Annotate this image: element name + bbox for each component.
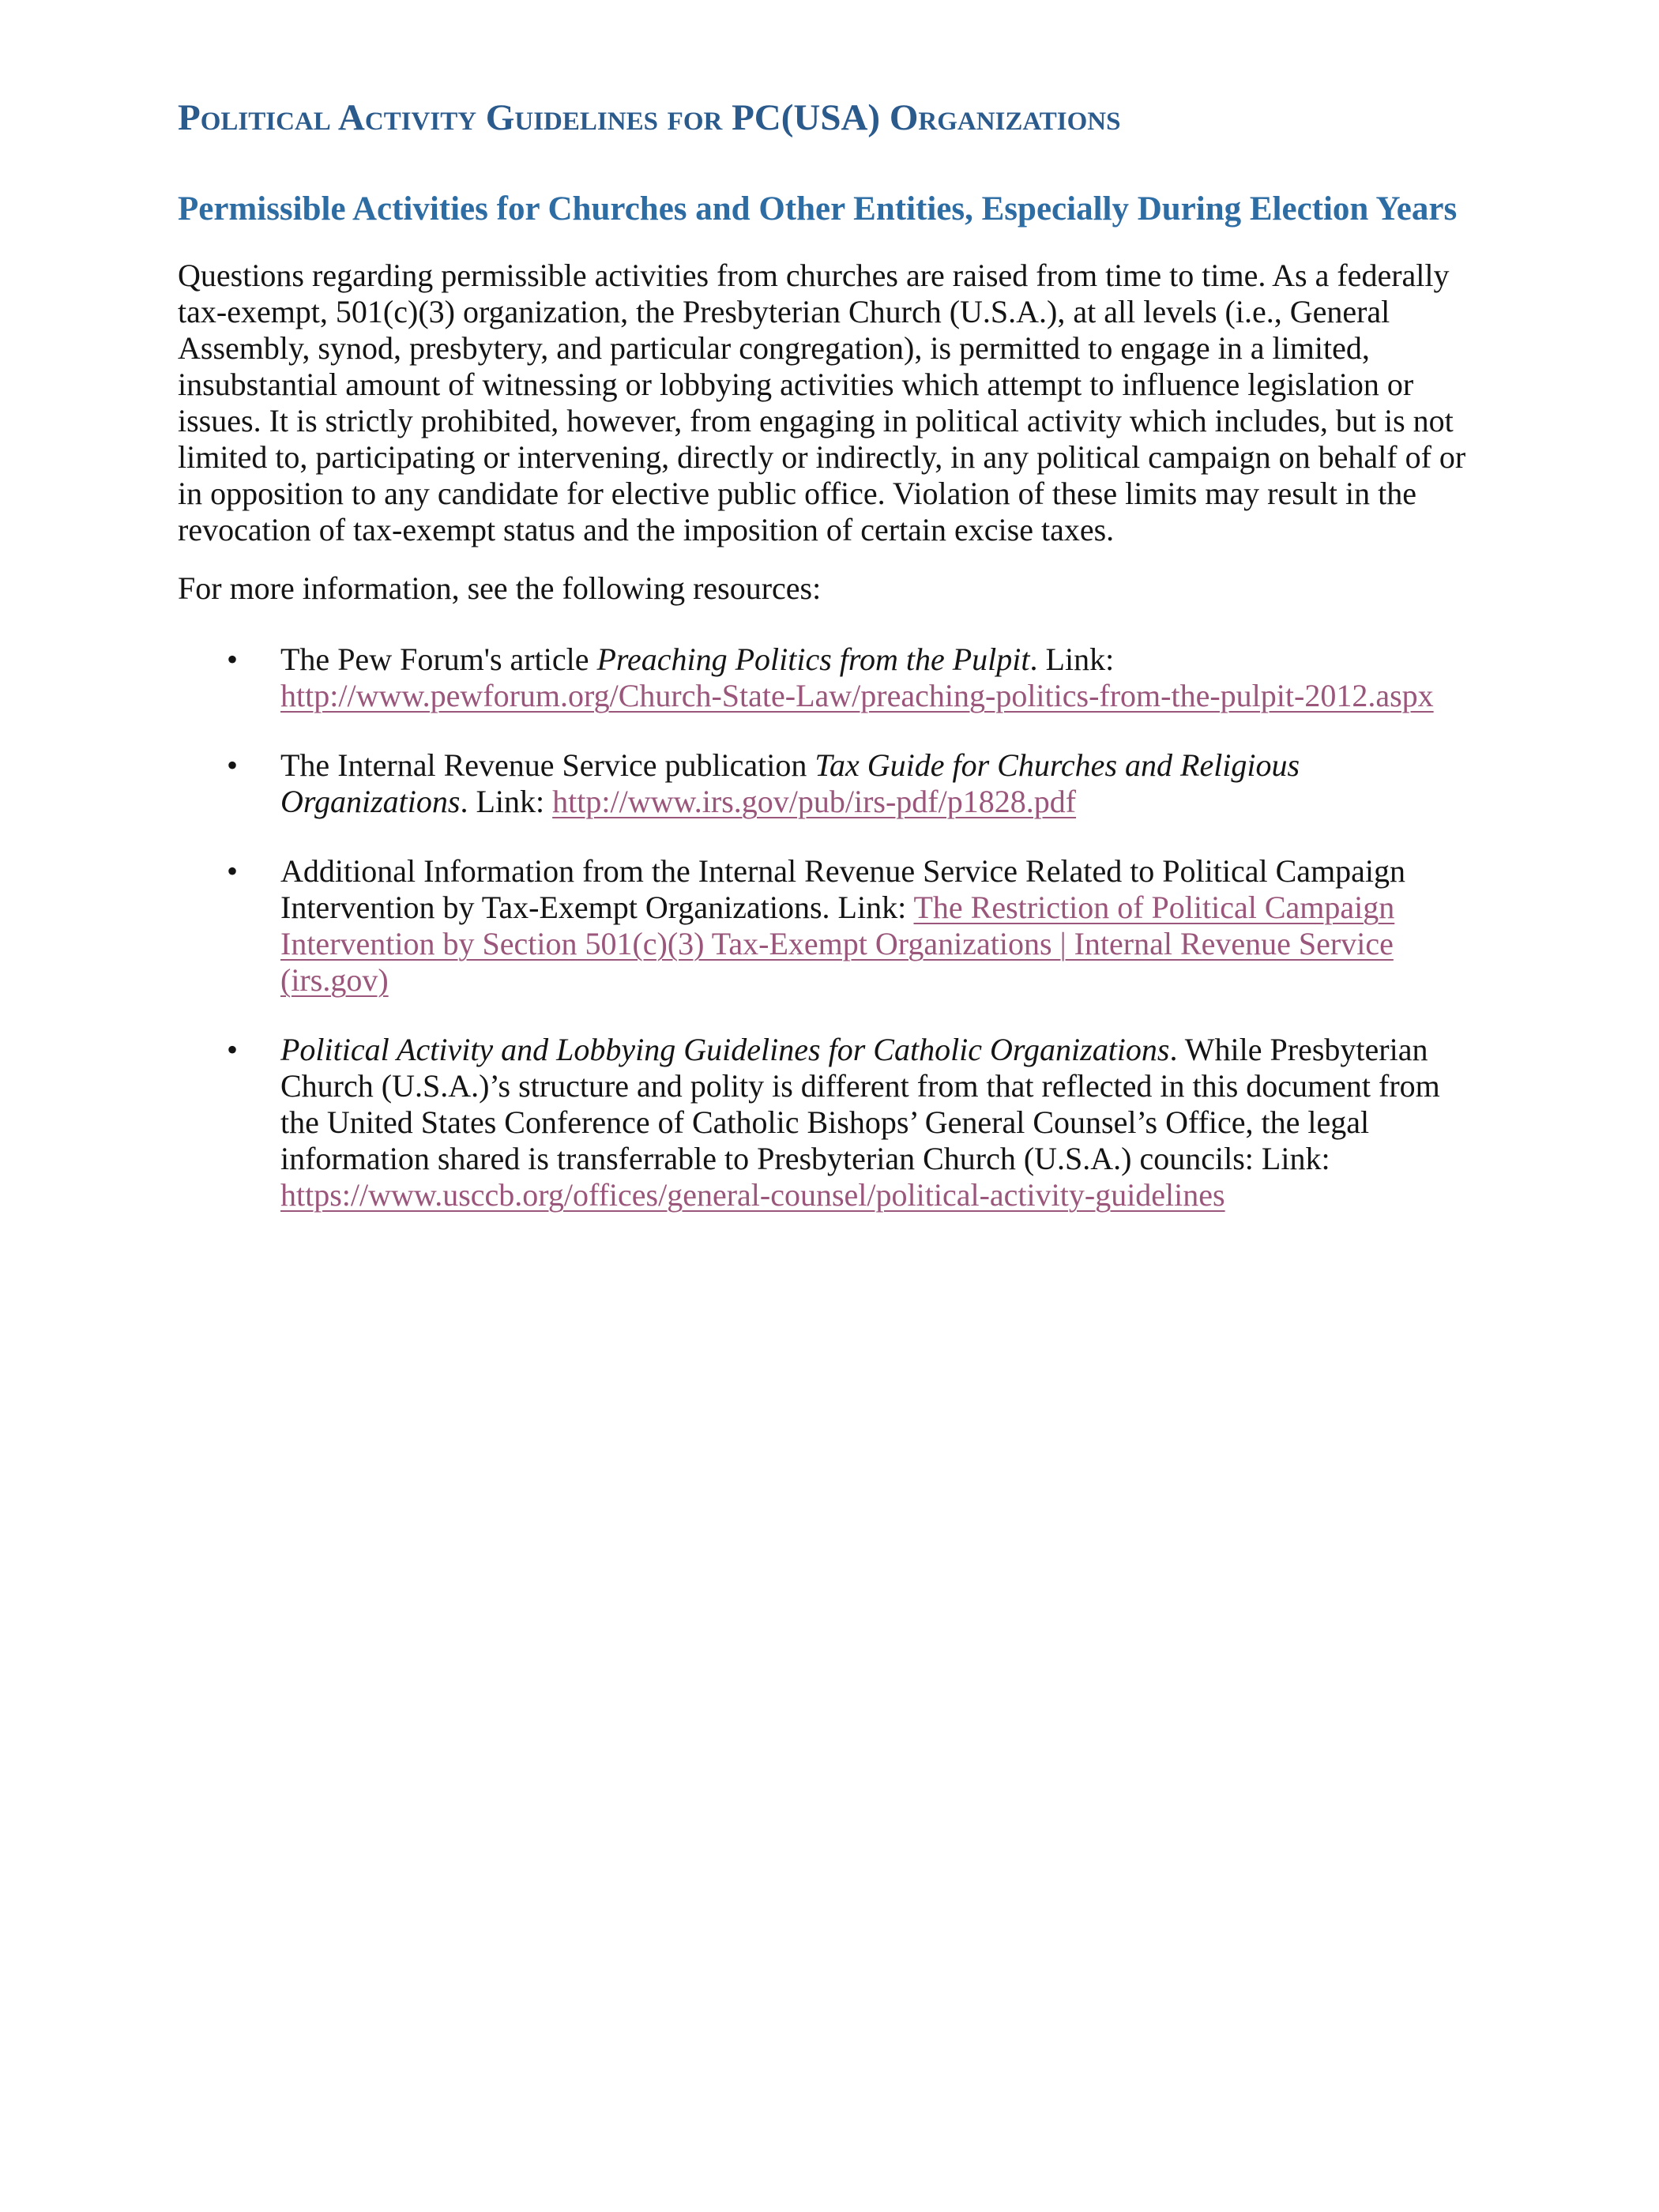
resource-item-irs-additional-info — [178, 853, 1481, 999]
resource-link[interactable]: http://www.irs.gov/pub/irs-pdf/p1828.pdf — [552, 784, 1077, 819]
resources-intro: For more information, see the following resources: — [178, 570, 822, 606]
section-heading: Permissible Activities for Churches and Other Entities, Especially During Election Years — [178, 190, 1458, 228]
text-segment: The Internal Revenue Service publication — [280, 747, 815, 783]
resources-list — [178, 641, 1481, 1213]
resource-item-irs-tax-guide — [178, 747, 1481, 820]
bullet-icon: • — [227, 641, 239, 677]
text-segment: . Link: — [1029, 641, 1115, 677]
text-segment: The Pew Forum's article — [280, 641, 597, 677]
intro-paragraph: Questions regarding permissible activities from churches are raised from time to time. As a federally tax-exempt, 501(c)(3) organization, the Presbyterian Church (U.S.A.), at all levels (i.e., General Assembly, synod, presbytery, and particular congregation), is permitted to engage in a limited, insubstantial amount of witnessing or lobbying activities which attempt to influence legislation or issues. It is strictly prohibited, however, from engaging in political activity which includes, but is not limited to, participating or intervening, directly or indirectly, in any political campaign on behalf of or in opposition to any candidate for elective public office. Violation of these limits may result in the revocation of tax-exempt status and the imposition of certain excise taxes. — [178, 258, 1466, 547]
text-segment: Additional Information from the Internal Revenue Service Related to Political Campaign Intervention by Tax-Exempt Organizations. Link: — [280, 853, 1406, 925]
resource-item-pew-forum — [178, 641, 1481, 714]
resource-item-usccb-guidelines — [178, 1032, 1481, 1213]
bullet-icon: • — [227, 1032, 239, 1067]
resource-link[interactable]: https://www.usccb.org/offices/general-counsel/political-activity-guidelines — [280, 1177, 1225, 1213]
text-segment: . While Presbyterian Church (U.S.A.)’s structure and polity is different from that reflected in this document from the United States Conference of Catholic Bishops’ General Counsel’s Office, the legal information shared is transferrable to Presbyterian Church (U.S.A.) councils: Link: — [280, 1032, 1440, 1176]
resource-link[interactable]: The Restriction of Political Campaign Intervention by Section 501(c)(3) Tax-Exempt Organizations | Internal Revenue Service (irs.gov) — [280, 890, 1395, 998]
bullet-icon: • — [227, 853, 239, 889]
resource-text — [280, 641, 1434, 713]
resource-text — [280, 853, 1405, 998]
document-title: Political Activity Guidelines for PC(USA) Organizations — [178, 97, 1121, 138]
resource-text — [280, 1032, 1440, 1213]
italic-text: Political Activity and Lobbying Guidelines for Catholic Organizations — [280, 1032, 1170, 1067]
resource-text — [280, 747, 1300, 819]
bullet-icon: • — [227, 747, 239, 783]
italic-text: Tax Guide for Churches and Religious Organizations — [280, 747, 1300, 819]
italic-text: Preaching Politics from the Pulpit — [596, 641, 1030, 677]
resource-link[interactable]: http://www.pewforum.org/Church-State-Law/preaching-politics-from-the-pulpit-2012.aspx — [280, 678, 1434, 713]
text-segment: . Link: — [460, 784, 553, 819]
